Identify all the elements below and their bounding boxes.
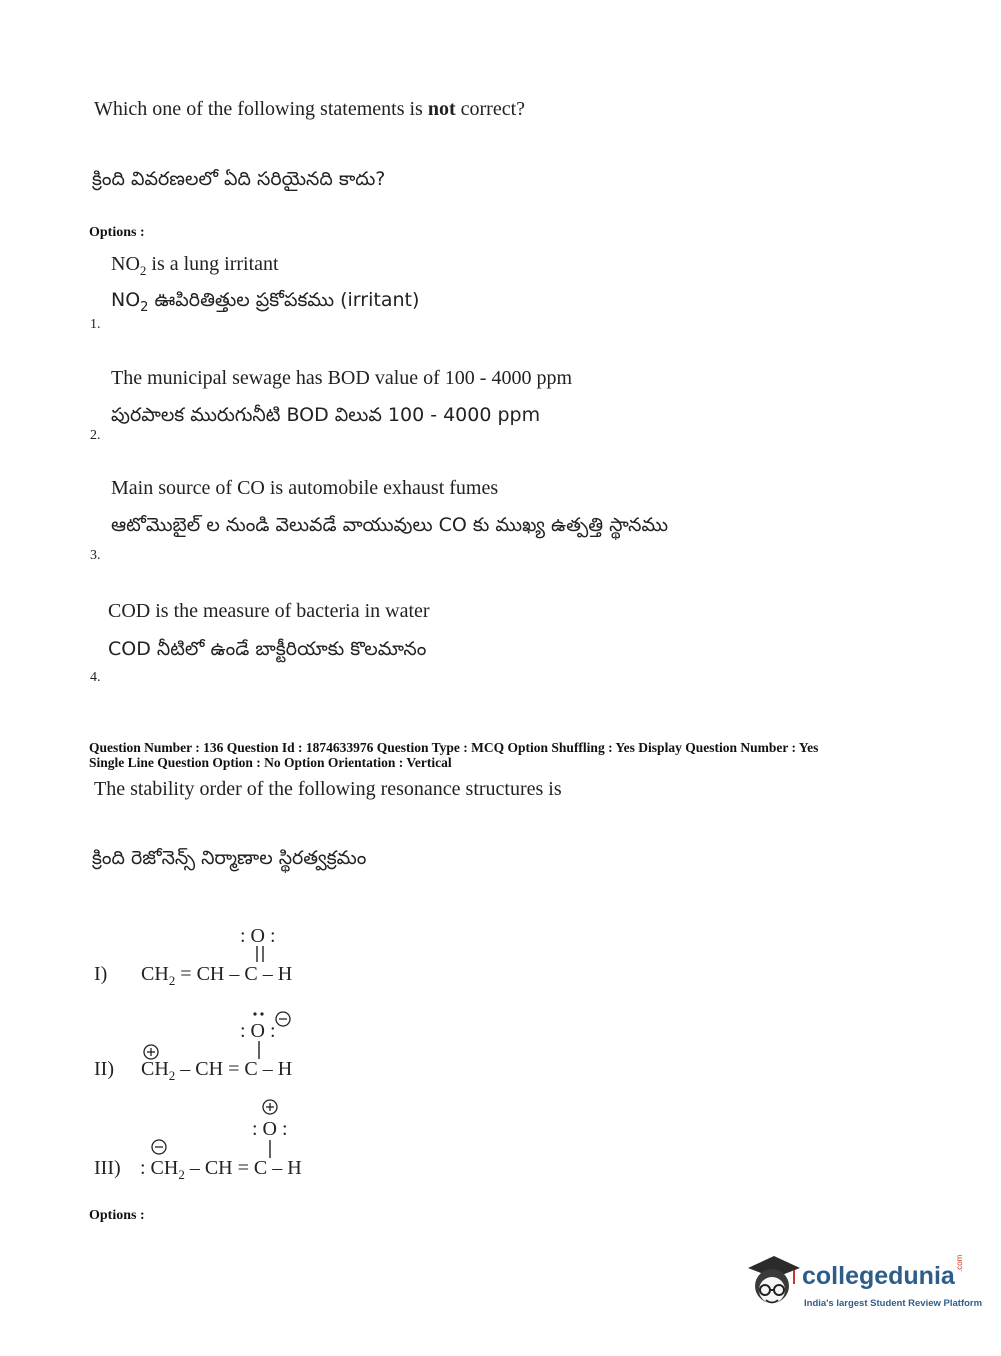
lone-pair-dots-icon	[252, 1010, 266, 1018]
structure-1-oxygen: : O :	[240, 925, 276, 947]
option-4-text: COD is the measure of bacteria in water	[108, 600, 430, 622]
options-label: Options :	[89, 225, 145, 240]
option-4-number: 4.	[90, 670, 101, 685]
logo-suffix: .com	[955, 1254, 964, 1272]
logo-name: collegedunia	[802, 1262, 955, 1290]
structure-2-formula: $CH_2$ – CH = C – H	[141, 1058, 293, 1083]
structure-3-label: III)	[94, 1157, 121, 1179]
student-mascot-icon	[742, 1250, 802, 1312]
option-2-number: 2.	[90, 428, 101, 443]
negative-charge-icon	[150, 1138, 168, 1156]
structure-2-label: II)	[94, 1058, 114, 1080]
option-3-text-telugu: ఆటోమొబైల్ ల నుండి వెలువడే వాయువులు CO కు ముఖ్య ఉత్పత్తి స్థానము	[111, 514, 669, 536]
option-4-text-telugu: COD నీటిలో ఉండే బాక్టీరియాకు కొలమానం	[108, 638, 427, 660]
logo-tagline: India's largest Student Review Platform	[804, 1298, 983, 1309]
single-bond-icon	[265, 1139, 275, 1159]
structure-3-formula: : $CH_2$ – CH = C – H	[140, 1157, 302, 1182]
option-2-text: The municipal sewage has BOD value of 100 - 4000 ppm	[111, 367, 573, 389]
question-text: Which one of the following statements is not correct?	[94, 98, 526, 120]
structure-3-oxygen: : O :	[252, 1118, 288, 1140]
option-3-number: 3.	[90, 548, 101, 563]
question-meta-line-2: Single Line Question Option : No Option Orientation : Vertical	[89, 755, 452, 770]
structure-1-label: I)	[94, 963, 108, 985]
option-3-text: Main source of CO is automobile exhaust fumes	[111, 477, 499, 499]
option-2-text-telugu: పురపాలక మురుగునీటి BOD విలువ 100 - 4000 ppm	[111, 404, 541, 426]
question-text-telugu: క్రింది రెజోనెన్స్ నిర్మాణాల స్థిరత్వక్రమం	[92, 847, 367, 869]
question-text: The stability order of the following resonance structures is	[94, 778, 562, 800]
question-text-telugu: క్రింది వివరణలలో ఏది సరియైనది కాదు?	[92, 168, 386, 190]
negative-charge-icon	[274, 1010, 292, 1028]
structure-1-formula: $CH_2$ = CH – C – H	[141, 963, 293, 988]
positive-charge-icon	[261, 1098, 279, 1116]
option-1-text: $NO_2$ is a lung irritant	[111, 253, 279, 278]
single-bond-icon	[254, 1040, 264, 1060]
option-1-number: 1.	[90, 317, 101, 332]
double-bond-icon	[250, 944, 270, 964]
options-label: Options :	[89, 1208, 145, 1223]
question-meta-line-1: Question Number : 136 Question Id : 1874633976 Question Type : MCQ Option Shuffling : Yes Display Question Number : Yes	[89, 740, 819, 755]
collegedunia-logo	[742, 1250, 983, 1320]
structure-2-oxygen: : O :	[240, 1020, 276, 1042]
option-1-text-telugu: $NO_2$ ఊపిరితిత్తుల ప్రకోపకము (irritant)	[111, 289, 420, 315]
